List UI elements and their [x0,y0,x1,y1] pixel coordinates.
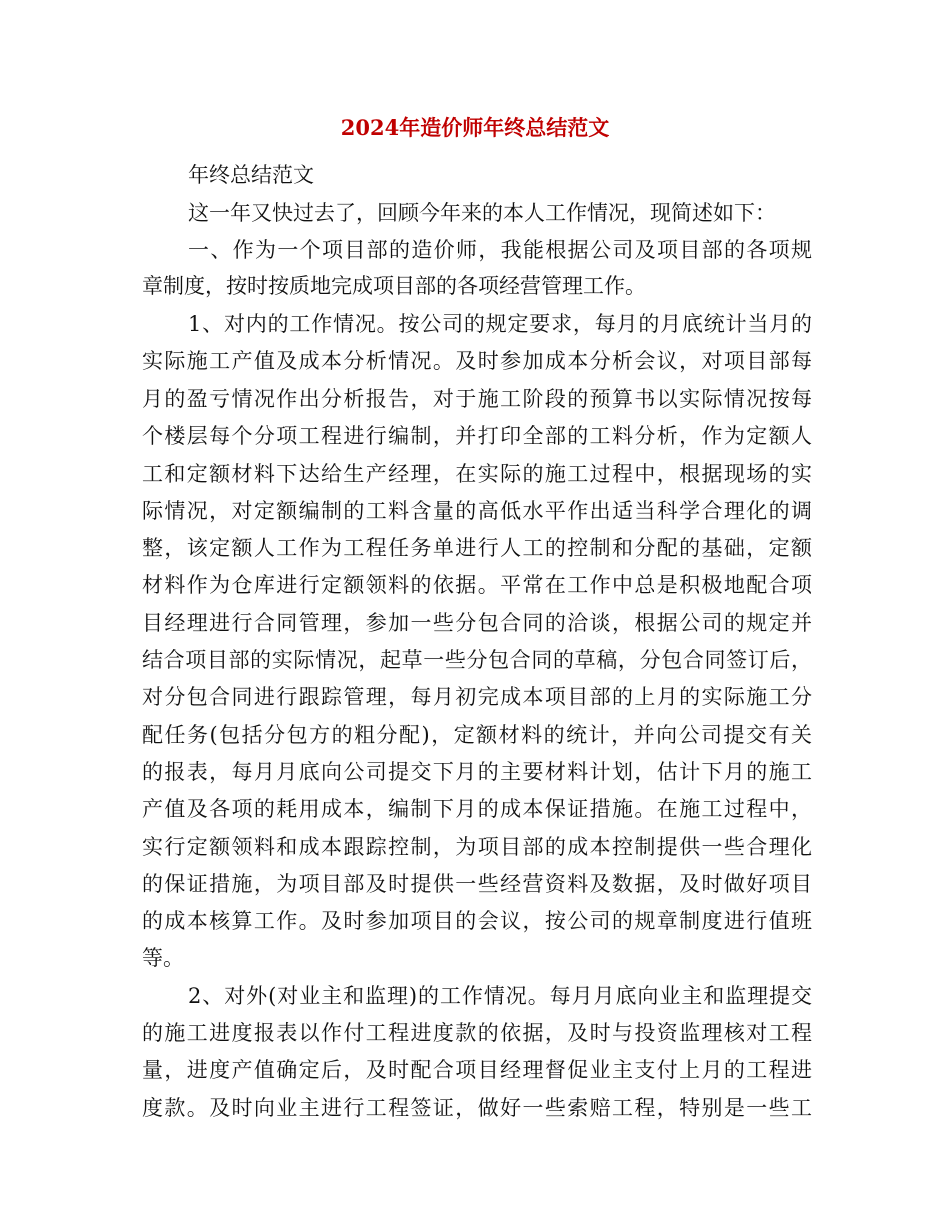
text-line: 实行定额领料和成本跟踪控制，为项目部的成本控制提供一些合理化 [142,835,812,859]
text-line: 1、对内的工作情况。按公司的规定要求，每月的月底统计当月的 [188,312,812,336]
text-line: 产值及各项的耗用成本，编制下月的成本保证措施。在施工过程中， [142,797,812,821]
text-line: 章制度，按时按质地完成项目部的各项经营管理工作。 [142,274,646,298]
text-line: 2、对外(对业主和监理)的工作情况。每月月底向业主和监理提交 [188,984,812,1008]
text-line: 结合项目部的实际情况，起草一些分包合同的草稿，分包合同签订后， [142,648,812,672]
text-line: 际情况，对定额编制的工料含量的高低水平作出适当科学合理化的调 [142,499,812,523]
text-line: 等。 [142,946,184,970]
text-line: 一、作为一个项目部的造价师，我能根据公司及项目部的各项规 [188,238,812,262]
text-line: 的报表，每月月底向公司提交下月的主要材料计划，估计下月的施工 [142,760,812,784]
text-line: 材料作为仓库进行定额领料的依据。平常在工作中总是积极地配合项 [142,573,812,597]
text-line: 个楼层每个分项工程进行编制，并打印全部的工料分析，作为定额人 [142,424,812,448]
text-line: 的施工进度报表以作付工程进度款的依据，及时与投资监理核对工程 [142,1021,812,1045]
text-line: 量，进度产值确定后，及时配合项目经理督促业主支付上月的工程进 [142,1058,812,1082]
text-line: 的保证措施，为项目部及时提供一些经营资料及数据，及时做好项目 [142,872,812,896]
text-line: 工和定额材料下达给生产经理，在实际的施工过程中，根据现场的实 [142,462,812,486]
text-line: 度款。及时向业主进行工程签证，做好一些索赔工程，特别是一些工 [142,1096,812,1120]
text-line: 对分包合同进行跟踪管理，每月初完成本项目部的上月的实际施工分 [142,685,812,709]
text-line: 的成本核算工作。及时参加项目的会议，按公司的规章制度进行值班 [142,909,812,933]
text-line: 月的盈亏情况作出分析报告，对于施工阶段的预算书以实际情况按每 [142,387,812,411]
document-title: 2024年造价师年终总结范文 [340,115,610,140]
text-line: 配任务(包括分包方的粗分配)，定额材料的统计，并向公司提交有关 [142,723,812,747]
text-line: 这一年又快过去了，回顾今年来的本人工作情况，现简述如下： [188,201,776,225]
text-line: 实际施工产值及成本分析情况。及时参加成本分析会议，对项目部每 [142,349,812,373]
text-line: 目经理进行合同管理，参加一些分包合同的洽谈，根据公司的规定并 [142,611,812,635]
text-line: 整，该定额人工作为工程任务单进行人工的控制和分配的基础，定额 [142,536,812,560]
text-line: 年终总结范文 [188,163,314,187]
